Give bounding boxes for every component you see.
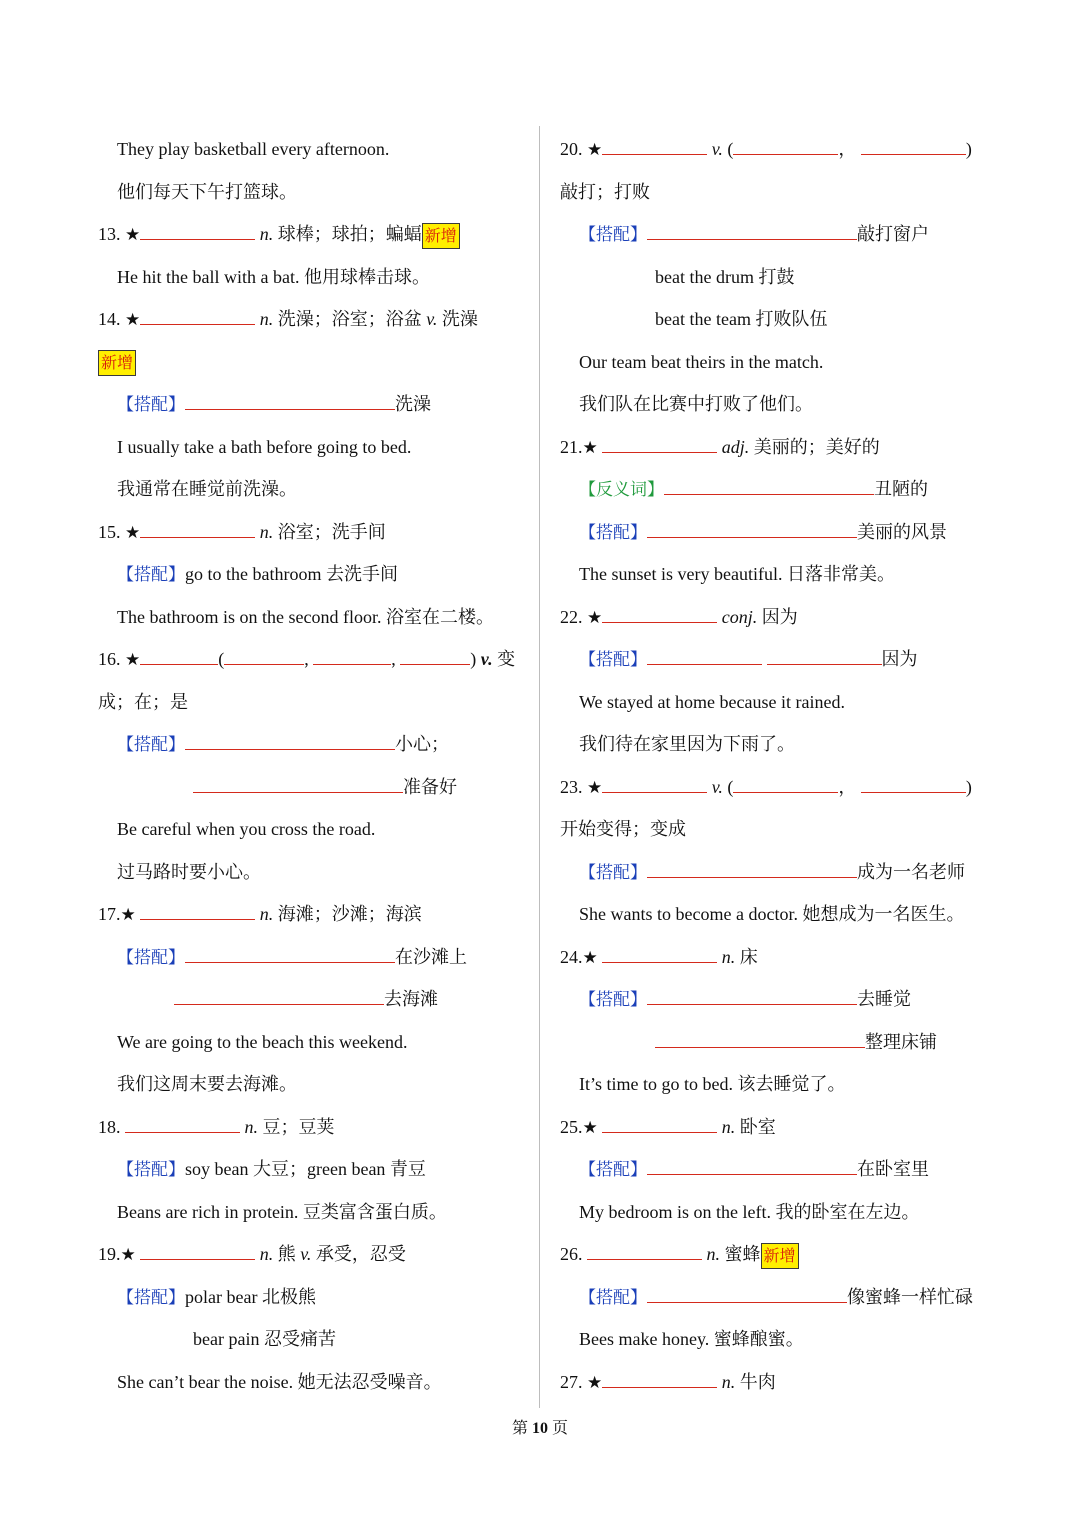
entry-13: 13. ★ n. 球棒；球拍；蝙蝠 新增 — [98, 213, 523, 256]
answer-blank[interactable] — [647, 520, 857, 538]
collocation: 【搭配】 美丽的风景 — [579, 521, 947, 543]
answer-blank[interactable] — [400, 647, 470, 665]
collocation: 【搭配】 敲打窗户 — [579, 224, 929, 245]
collocation: 【搭配】polar bear 北极熊 — [117, 1286, 316, 1308]
example-sentence: Be careful when you cross the road. — [117, 819, 376, 839]
example-sentence: He hit the ball with a bat. 他用球棒击球。 — [117, 266, 430, 287]
answer-blank[interactable] — [185, 732, 395, 750]
example-sentence: The sunset is very beautiful. 日落非常美。 — [579, 564, 895, 584]
collocation-cont: beat the drum 打鼓 — [655, 266, 795, 287]
answer-blank[interactable] — [647, 987, 857, 1005]
answer-blank[interactable] — [733, 137, 838, 155]
example-sentence: They play basketball every afternoon. — [117, 139, 390, 159]
answer-blank[interactable] — [767, 647, 882, 665]
answer-blank[interactable] — [140, 647, 218, 665]
entry-18: 18. n. 豆；豆荚 — [98, 1116, 335, 1137]
entry-27: 27. ★ n. 牛肉 — [560, 1371, 776, 1393]
answer-blank[interactable] — [647, 647, 762, 665]
collocation-cont: beat the team 打败队伍 — [655, 309, 828, 329]
collocation-cont: 整理床铺 — [560, 1021, 992, 1064]
collocation-cont: bear pain 忍受痛苦 — [193, 1329, 336, 1349]
example-sentence: We stayed at home because it rained. — [579, 691, 845, 712]
example-translation: 我们这周末要去海滩。 — [117, 1074, 297, 1094]
answer-blank[interactable] — [602, 137, 707, 155]
answer-blank[interactable] — [140, 520, 255, 538]
answer-blank[interactable] — [313, 647, 391, 665]
example-sentence: It’s time to go to bed. 该去睡觉了。 — [579, 1074, 846, 1094]
definition-continued: 成；在；是 — [98, 691, 188, 712]
page-number: 10 — [532, 1420, 548, 1437]
example-sentence: Beans are rich in protein. 豆类富含蛋白质。 — [117, 1201, 447, 1222]
example-sentence: Our team beat theirs in the match. — [579, 351, 824, 372]
example-translation: 我通常在睡觉前洗澡。 — [117, 479, 297, 499]
answer-blank[interactable] — [140, 307, 255, 325]
right-column — [560, 128, 992, 1403]
answer-blank[interactable] — [140, 222, 255, 240]
answer-blank[interactable] — [664, 477, 874, 495]
answer-blank[interactable] — [125, 1115, 240, 1133]
example-sentence: The bathroom is on the second floor. 浴室在二楼。 — [117, 606, 494, 627]
entry-17: 17.★ n. 海滩；沙滩；海滨 — [98, 904, 422, 925]
answer-blank[interactable] — [224, 647, 304, 665]
answer-blank[interactable] — [140, 1242, 255, 1260]
collocation: 【搭配】 去睡觉 — [579, 989, 911, 1010]
example-sentence: She wants to become a doctor. 她想成为一名医生。 — [579, 904, 965, 924]
collocation: 【搭配】 在卧室里 — [579, 1159, 929, 1180]
example-sentence: We are going to the beach this weekend. — [117, 1031, 408, 1052]
example-sentence: My bedroom is on the left. 我的卧室在左边。 — [579, 1201, 920, 1222]
example-sentence: I usually take a bath before going to bed. — [117, 436, 412, 457]
answer-blank[interactable] — [185, 392, 395, 410]
answer-blank[interactable] — [647, 222, 857, 240]
answer-blank[interactable] — [602, 1370, 717, 1388]
collocation: 【搭配】 像蜜蜂一样忙碌 — [579, 1286, 973, 1308]
collocation: 【搭配】 因为 — [579, 649, 918, 670]
answer-blank[interactable] — [647, 1285, 847, 1303]
collocation: 【搭配】 小心； — [117, 734, 449, 755]
example-translation: 过马路时要小心。 — [117, 861, 261, 882]
answer-blank[interactable] — [602, 435, 717, 453]
answer-blank[interactable] — [587, 1242, 702, 1260]
answer-blank[interactable] — [647, 1157, 857, 1175]
example-sentence: She can’t bear the noise. 她无法忍受噪音。 — [117, 1371, 442, 1392]
page-footer — [0, 1417, 1080, 1441]
footer-suffix: 页 — [552, 1420, 569, 1437]
entry-20: 20. ★ v. ( ， ) — [560, 139, 972, 160]
example-sentence: Bees make honey. 蜜蜂酿蜜。 — [579, 1329, 804, 1349]
answer-blank[interactable] — [602, 945, 717, 963]
answer-blank[interactable] — [602, 605, 717, 623]
definition-continued: 开始变得；变成 — [560, 819, 686, 839]
definition-continued: 敲打；打败 — [560, 181, 650, 202]
answer-blank[interactable] — [861, 137, 966, 155]
entry-24: 24.★ n. 床 — [560, 946, 758, 968]
entry-16: 16. ★ ( , , ) v. 变 — [98, 649, 516, 670]
answer-blank[interactable] — [174, 987, 384, 1005]
answer-blank[interactable] — [140, 902, 255, 920]
left-column — [98, 128, 523, 1403]
entry-19: 19.★ n. 熊 v. 承受，忍受 — [98, 1244, 406, 1265]
answer-blank[interactable] — [602, 775, 707, 793]
answer-blank[interactable] — [861, 775, 966, 793]
answer-blank[interactable] — [193, 775, 403, 793]
entry-14-badge-line — [98, 341, 523, 384]
column-divider — [539, 126, 540, 1408]
entry-26: 26. n. 蜜蜂 新增 — [560, 1233, 992, 1276]
answer-blank[interactable] — [185, 945, 395, 963]
new-badge: 新增 — [422, 223, 460, 249]
entry-22: 22. ★ conj. 因为 — [560, 606, 798, 628]
collocation: 【搭配】 成为一名老师 — [579, 861, 965, 883]
antonym: 【反义词】 丑陋的 — [579, 479, 928, 500]
entry-15: 15. ★ n. 浴室；洗手间 — [98, 521, 386, 543]
answer-blank[interactable] — [733, 775, 838, 793]
collocation: 【搭配】soy bean 大豆；green bean 青豆 — [117, 1159, 426, 1180]
answer-blank[interactable] — [655, 1030, 865, 1048]
example-translation: 他们每天下午打篮球。 — [117, 181, 297, 202]
entry-25: 25.★ n. 卧室 — [560, 1116, 776, 1138]
collocation-cont: 去海滩 — [98, 978, 523, 1021]
entry-21: 21.★ adj. 美丽的；美好的 — [560, 436, 880, 458]
new-badge: 新增 — [98, 350, 136, 376]
example-translation: 我们队在比赛中打败了他们。 — [579, 394, 813, 414]
entry-14: 14. ★ n. 洗澡；浴室；浴盆 v. 洗澡 — [98, 309, 478, 330]
example-translation: 我们待在家里因为下雨了。 — [579, 734, 795, 754]
collocation: 【搭配】 在沙滩上 — [117, 946, 467, 968]
answer-blank[interactable] — [647, 860, 857, 878]
footer-prefix: 第 — [511, 1420, 528, 1437]
collocation: 【搭配】go to the bathroom 去洗手间 — [117, 564, 398, 585]
entry-23: 23. ★ v. ( ， ) — [560, 776, 972, 798]
collocation: 【搭配】 洗澡 — [117, 394, 431, 415]
collocation-cont: 准备好 — [98, 766, 523, 809]
answer-blank[interactable] — [602, 1115, 717, 1133]
new-badge: 新增 — [761, 1243, 799, 1269]
